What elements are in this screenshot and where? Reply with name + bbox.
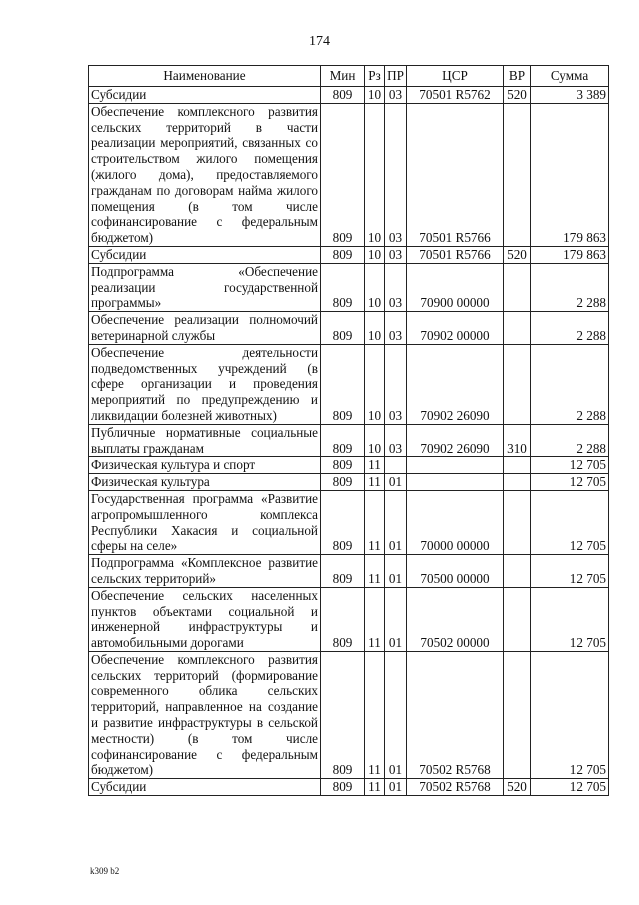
row-min: 809 bbox=[321, 424, 365, 457]
row-rz: 10 bbox=[365, 424, 385, 457]
row-min: 809 bbox=[321, 103, 365, 246]
row-rz: 11 bbox=[365, 651, 385, 778]
row-sum: 12 705 bbox=[531, 651, 609, 778]
table-row bbox=[89, 457, 609, 474]
table-row bbox=[89, 474, 609, 491]
header-min: Мин bbox=[321, 66, 365, 87]
row-csr: 70502 R5768 bbox=[407, 779, 504, 796]
row-vr bbox=[504, 587, 531, 651]
row-sum: 2 288 bbox=[531, 344, 609, 424]
row-name: Государственная программа «Развитие агропромышленного комплекса Республики Хакасия и социальной сферы на селе» bbox=[89, 490, 321, 554]
row-rz: 10 bbox=[365, 263, 385, 311]
row-vr bbox=[504, 263, 531, 311]
row-rz: 10 bbox=[365, 87, 385, 104]
row-min: 809 bbox=[321, 87, 365, 104]
header-csr: ЦСР bbox=[407, 66, 504, 87]
table-row bbox=[89, 344, 609, 424]
header-pr: ПР bbox=[385, 66, 407, 87]
page-number: 174 bbox=[309, 34, 330, 49]
row-rz: 11 bbox=[365, 474, 385, 491]
row-vr bbox=[504, 651, 531, 778]
row-vr: 520 bbox=[504, 246, 531, 263]
table-header bbox=[89, 66, 609, 87]
table-body bbox=[89, 87, 609, 796]
row-rz: 11 bbox=[365, 779, 385, 796]
table-row bbox=[89, 87, 609, 104]
row-csr: 70501 R5766 bbox=[407, 103, 504, 246]
row-name: Обеспечение комплексного развития сельских территорий в части реализации мероприятий, связанных со строительством жилого помещения (жилого дома), предоставляемого гражданам по договорам найма жилого помещения (в том числе софинансирование с федеральным бюджетом) bbox=[89, 103, 321, 246]
row-sum: 12 705 bbox=[531, 779, 609, 796]
row-pr: 01 bbox=[385, 587, 407, 651]
row-rz: 11 bbox=[365, 555, 385, 588]
row-pr: 03 bbox=[385, 103, 407, 246]
row-rz: 11 bbox=[365, 457, 385, 474]
row-rz: 10 bbox=[365, 312, 385, 345]
row-csr: 70502 00000 bbox=[407, 587, 504, 651]
table-row bbox=[89, 424, 609, 457]
footer-code: k309 b2 bbox=[90, 866, 120, 876]
row-name: Обеспечение сельских населенных пунктов объектами социальной и инженерной инфраструктуры и автомобильными дорогами bbox=[89, 587, 321, 651]
row-sum: 12 705 bbox=[531, 587, 609, 651]
row-rz: 11 bbox=[365, 587, 385, 651]
budget-table bbox=[88, 65, 609, 796]
row-pr: 03 bbox=[385, 424, 407, 457]
row-pr: 03 bbox=[385, 246, 407, 263]
row-csr bbox=[407, 457, 504, 474]
row-pr: 03 bbox=[385, 263, 407, 311]
row-vr bbox=[504, 103, 531, 246]
row-name: Обеспечение комплексного развития сельских территорий (формирование современного облика сельских территорий, направленное на создание и развитие инфраструктуры в сельской местности) (в том числе софинансирование с федеральным бюджетом) bbox=[89, 651, 321, 778]
row-csr: 70900 00000 bbox=[407, 263, 504, 311]
row-sum: 2 288 bbox=[531, 263, 609, 311]
row-pr: 03 bbox=[385, 312, 407, 345]
row-sum: 12 705 bbox=[531, 555, 609, 588]
row-rz: 10 bbox=[365, 103, 385, 246]
row-name: Субсидии bbox=[89, 779, 321, 796]
row-sum: 3 389 bbox=[531, 87, 609, 104]
row-rz: 10 bbox=[365, 246, 385, 263]
row-vr bbox=[504, 490, 531, 554]
row-pr: 01 bbox=[385, 779, 407, 796]
row-min: 809 bbox=[321, 779, 365, 796]
row-csr: 70902 00000 bbox=[407, 312, 504, 345]
table-row bbox=[89, 263, 609, 311]
table-row bbox=[89, 587, 609, 651]
row-csr: 70501 R5762 bbox=[407, 87, 504, 104]
row-name: Подпрограмма «Комплексное развитие сельских территорий» bbox=[89, 555, 321, 588]
row-name: Физическая культура и спорт bbox=[89, 457, 321, 474]
row-sum: 12 705 bbox=[531, 474, 609, 491]
row-name: Подпрограмма «Обеспечение реализации государственной программы» bbox=[89, 263, 321, 311]
row-min: 809 bbox=[321, 490, 365, 554]
row-vr bbox=[504, 474, 531, 491]
row-name: Физическая культура bbox=[89, 474, 321, 491]
row-min: 809 bbox=[321, 587, 365, 651]
row-rz: 11 bbox=[365, 490, 385, 554]
table-row bbox=[89, 555, 609, 588]
row-name: Субсидии bbox=[89, 246, 321, 263]
row-vr bbox=[504, 312, 531, 345]
header-name: Наименование bbox=[89, 66, 321, 87]
table-row bbox=[89, 651, 609, 778]
table-row bbox=[89, 246, 609, 263]
row-name: Обеспечение реализации полномочий ветеринарной службы bbox=[89, 312, 321, 345]
row-vr: 310 bbox=[504, 424, 531, 457]
row-pr bbox=[385, 457, 407, 474]
row-csr: 70000 00000 bbox=[407, 490, 504, 554]
table-row bbox=[89, 779, 609, 796]
row-csr bbox=[407, 474, 504, 491]
table-row bbox=[89, 490, 609, 554]
row-pr: 03 bbox=[385, 87, 407, 104]
row-min: 809 bbox=[321, 312, 365, 345]
row-min: 809 bbox=[321, 651, 365, 778]
row-vr bbox=[504, 457, 531, 474]
row-sum: 179 863 bbox=[531, 246, 609, 263]
row-sum: 2 288 bbox=[531, 424, 609, 457]
row-pr: 03 bbox=[385, 344, 407, 424]
row-csr: 70902 26090 bbox=[407, 344, 504, 424]
row-rz: 10 bbox=[365, 344, 385, 424]
row-pr: 01 bbox=[385, 490, 407, 554]
table-row bbox=[89, 103, 609, 246]
row-name: Обеспечение деятельности подведомственных учреждений (в сфере организации и проведения мероприятий по предупреждению и ликвидации болезней животных) bbox=[89, 344, 321, 424]
row-csr: 70501 R5766 bbox=[407, 246, 504, 263]
row-pr: 01 bbox=[385, 555, 407, 588]
row-csr: 70902 26090 bbox=[407, 424, 504, 457]
row-pr: 01 bbox=[385, 651, 407, 778]
header-row bbox=[89, 66, 609, 87]
row-min: 809 bbox=[321, 344, 365, 424]
table-row bbox=[89, 312, 609, 345]
row-min: 809 bbox=[321, 246, 365, 263]
row-csr: 70500 00000 bbox=[407, 555, 504, 588]
row-vr: 520 bbox=[504, 87, 531, 104]
row-vr: 520 bbox=[504, 779, 531, 796]
row-sum: 12 705 bbox=[531, 490, 609, 554]
row-name: Субсидии bbox=[89, 87, 321, 104]
row-min: 809 bbox=[321, 474, 365, 491]
header-sum: Сумма bbox=[531, 66, 609, 87]
row-sum: 12 705 bbox=[531, 457, 609, 474]
row-min: 809 bbox=[321, 263, 365, 311]
row-vr bbox=[504, 555, 531, 588]
row-min: 809 bbox=[321, 457, 365, 474]
row-name: Публичные нормативные социальные выплаты гражданам bbox=[89, 424, 321, 457]
row-vr bbox=[504, 344, 531, 424]
header-rz: Рз bbox=[365, 66, 385, 87]
header-vr: ВР bbox=[504, 66, 531, 87]
row-pr: 01 bbox=[385, 474, 407, 491]
row-csr: 70502 R5768 bbox=[407, 651, 504, 778]
row-sum: 2 288 bbox=[531, 312, 609, 345]
row-sum: 179 863 bbox=[531, 103, 609, 246]
row-min: 809 bbox=[321, 555, 365, 588]
